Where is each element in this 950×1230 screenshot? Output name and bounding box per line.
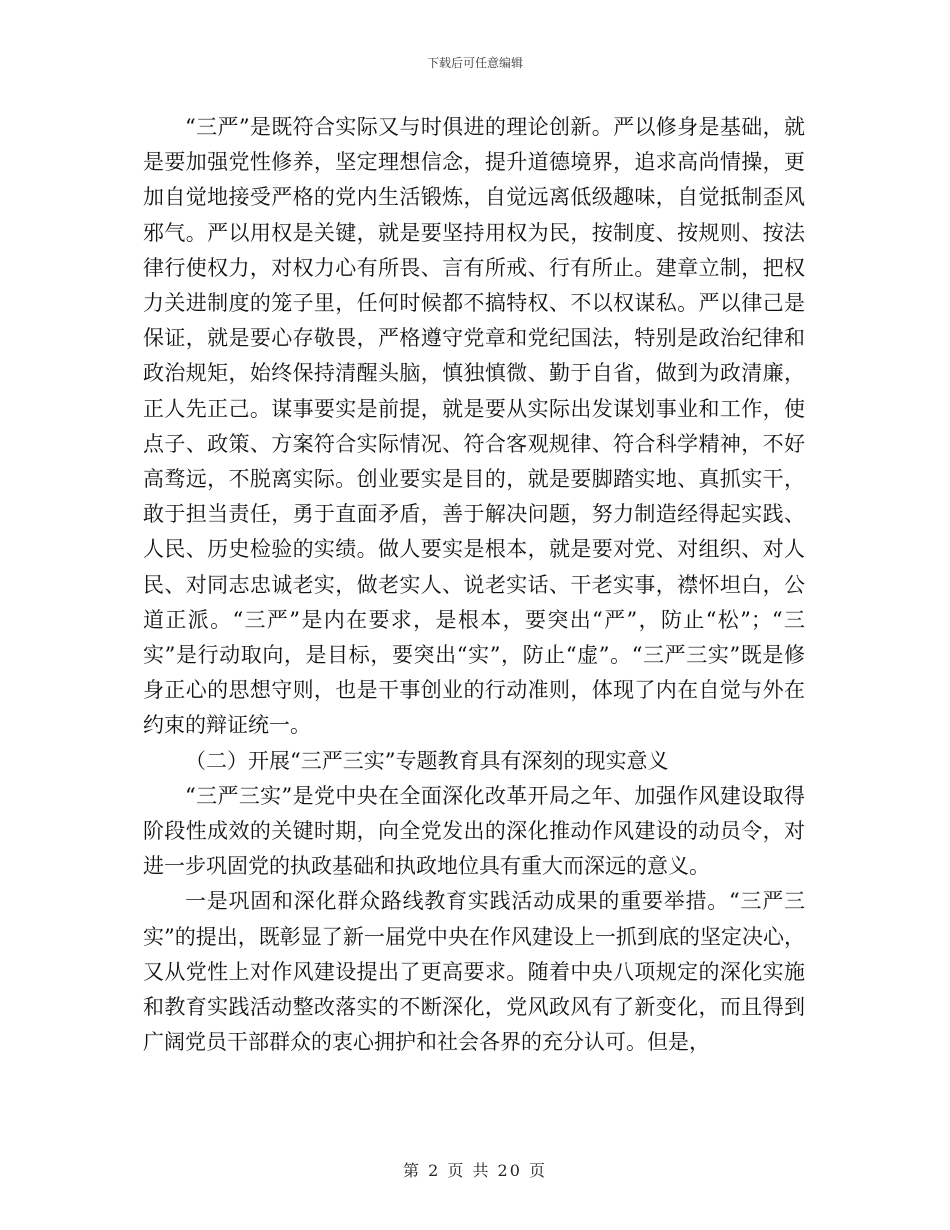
page-header-note: 下载后可任意编辑 — [426, 56, 523, 70]
paragraph-first-measure: 一是巩固和深化群众路线教育实践活动成果的重要举措。“三严三实”的提出，既彰显了新一届党中央在作风建设上一抓到底的坚定决心，又从党性上对作风建设提出了更高要求。随着中央八项规定的深化实施和教育实践活动整改落实的不断深化，党风政风有了新变化，而且得到广阔党员干部群众的衷心拥护和社会各界的充分认可。但是， — [143, 889, 805, 1055]
page-footer-number: 第 2 页 共 20 页 — [403, 1161, 547, 1180]
paragraph-three-strict-theory: “三严”是既符合实际又与时俱进的理论创新。严以修身是基础，就是要加强党性修养，坚定理想信念，提升道德境界，追求高尚情操，更加自觉地接受严格的党内生活锻炼，自觉远离低级趣味，自觉抵制歪风邪气。严以用权是关键，就是要坚持用权为民，按制度、按规则、按法律行使权力，对权力心有所畏、言有所戒、行有所止。建章立制，把权力关进制度的笼子里，任何时候都不搞特权、不以权谋私。严以律己是保证，就是要心存敬畏，严格遵守党章和党纪国法，特别是政治纪律和政治规矩，始终保持清醒头脑，慎独慎微、勤于自省，做到为政清廉，正人先正己。谋事要实是前提，就是要从实际出发谋划事业和工作，使点子、政策、方案符合实际情况、符合客观规律、符合科学精神，不好高骛远，不脱离实际。创业要实是目的，就是要脚踏实地、真抓实干，敢于担当责任，勇于直面矛盾，善于解决问题，努力制造经得起实践、人民、历史检验的实绩。做人要实是根本，就是要对党、对组织、对人民、对同志忠诚老实，做老实人、说老实话、干老实事，襟怀坦白，公道正派。“三严”是内在要求，是根本，要突出“严”，防止“松”；“三实”是行动取向，是目标，要突出“实”，防止“虚”。“三严三实”既是修身正心的思想守则，也是干事创业的行动准则，体现了内在自觉与外在约束的辩证统一。 — [143, 115, 805, 738]
paragraph-mobilization-order: “三严三实”是党中央在全面深化改革开局之年、加强作风建设取得阶段性成效的关键时期，向全党发出的深化推动作风建设的动员令，对进一步巩固党的执政基础和执政地位具有重大而深远的意义。 — [143, 783, 805, 879]
document-body — [143, 110, 805, 1060]
section-heading-significance: （二）开展“三严三实”专题教育具有深刻的现实意义 — [185, 748, 669, 773]
